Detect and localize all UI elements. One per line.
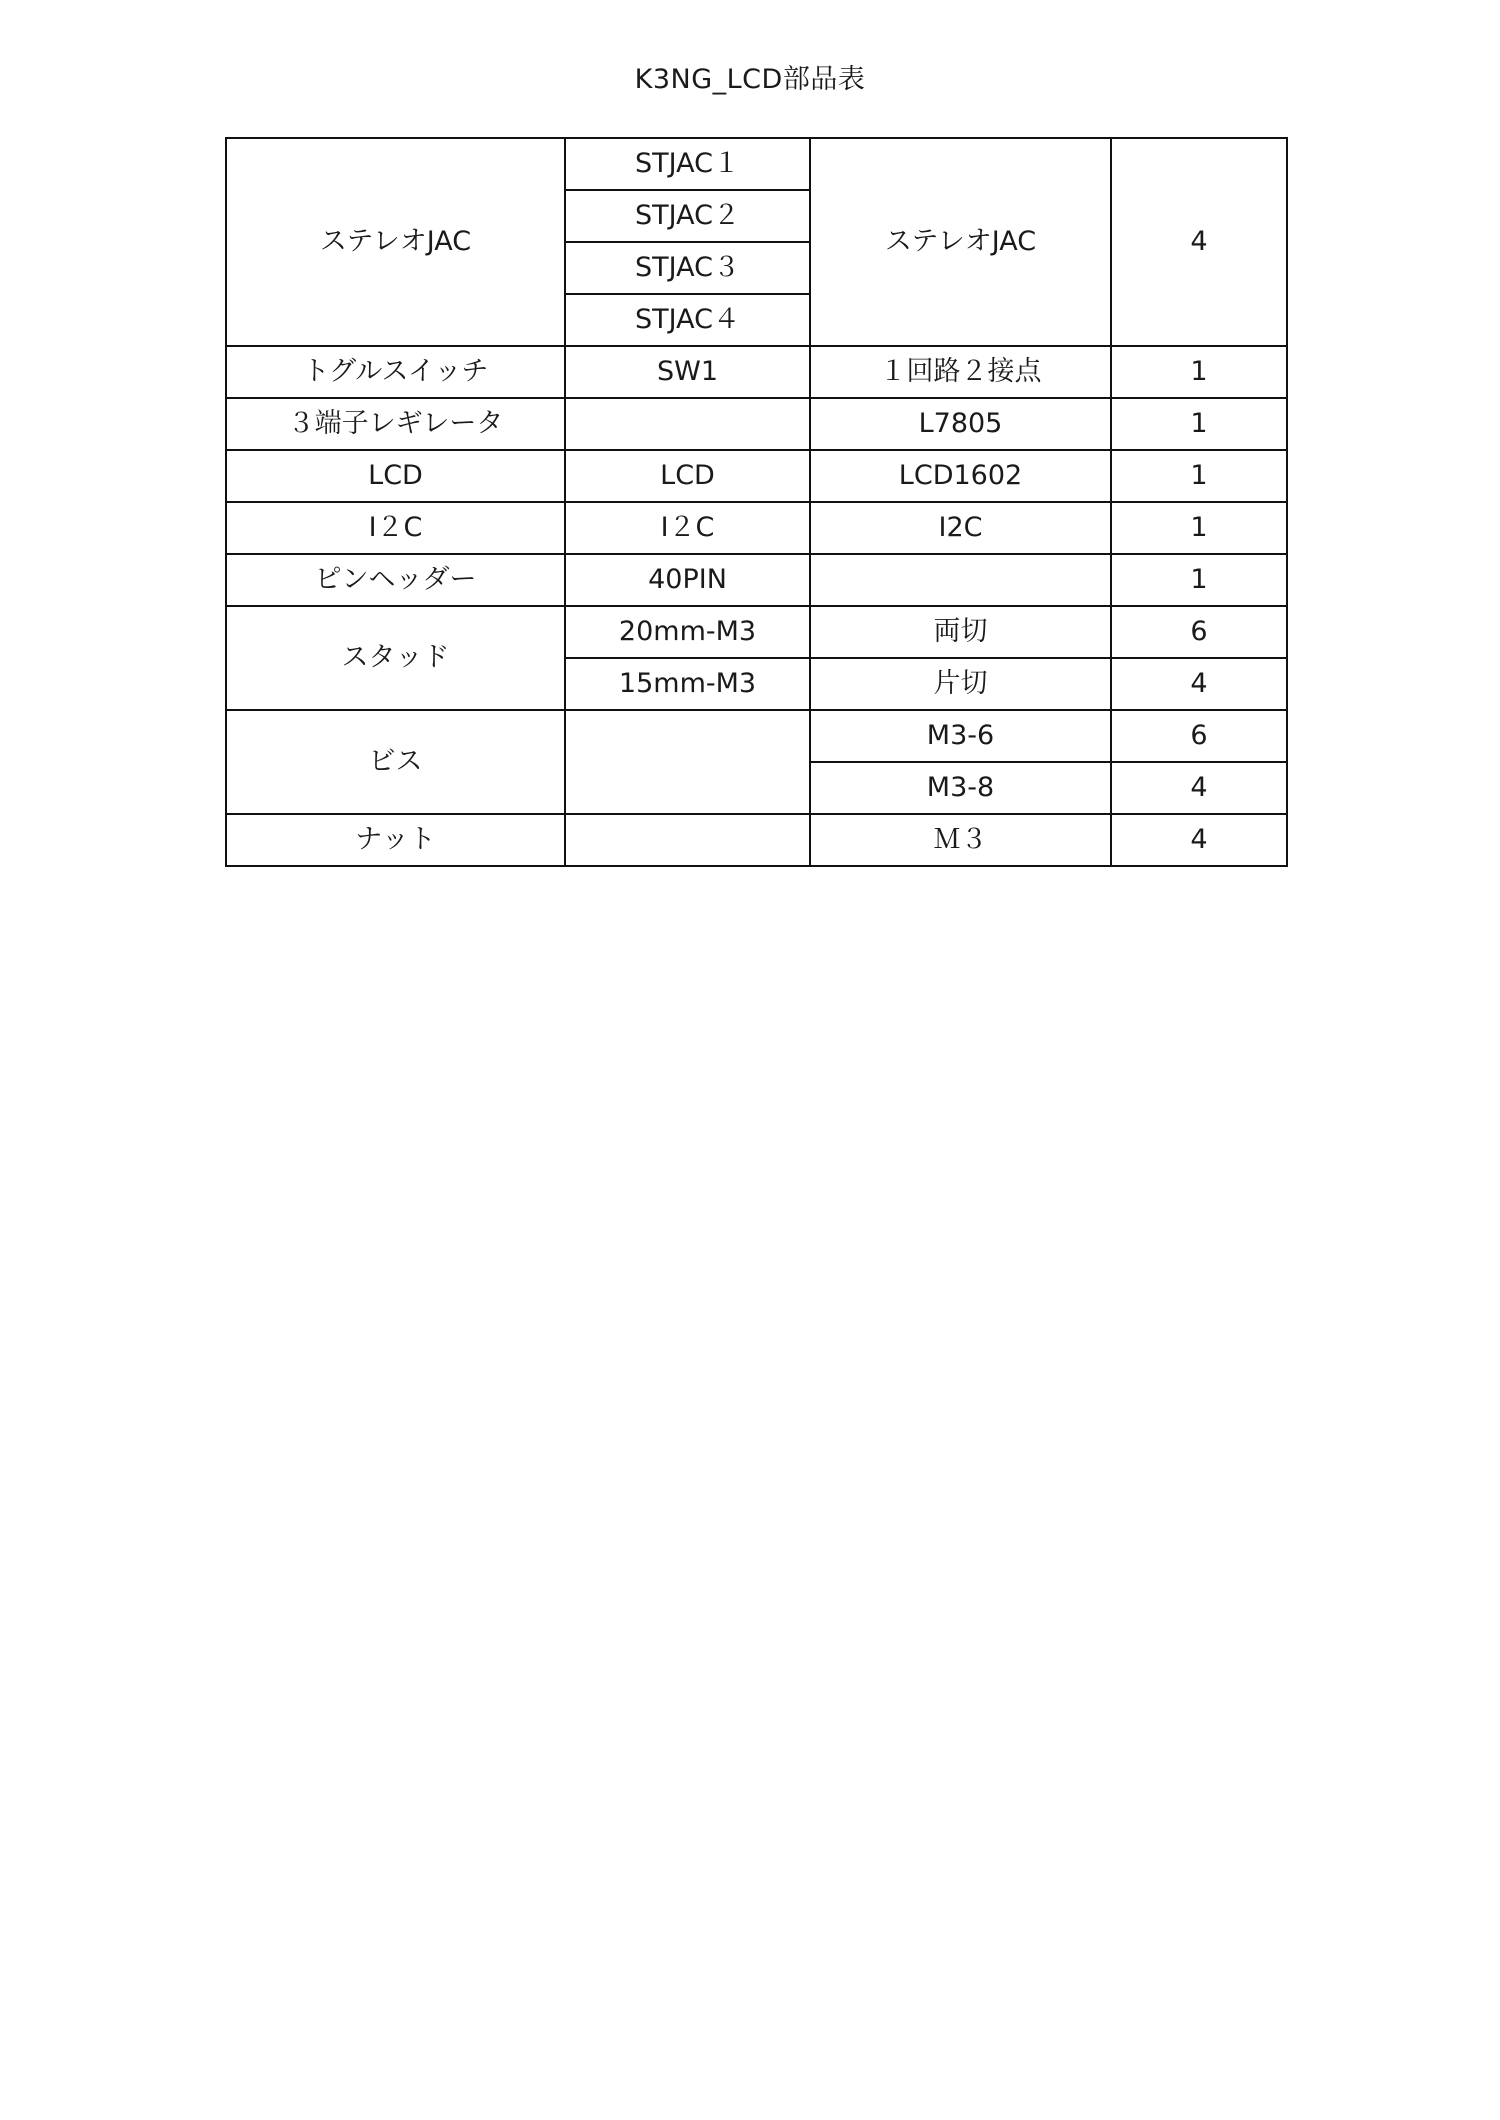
part-ref-cell: 15mm-M3 bbox=[565, 658, 810, 710]
part-spec-cell: M3-8 bbox=[810, 762, 1111, 814]
part-ref-cell: 40PIN bbox=[565, 554, 810, 606]
part-name-cell: ステレオJAC bbox=[226, 138, 565, 346]
table-row bbox=[226, 450, 1287, 502]
part-qty-cell: 1 bbox=[1111, 450, 1287, 502]
part-ref-cell: STJAC１ bbox=[565, 138, 810, 190]
part-spec-cell: Ｍ３ bbox=[810, 814, 1111, 866]
part-qty-cell: 4 bbox=[1111, 762, 1287, 814]
part-ref-cell: STJAC４ bbox=[565, 294, 810, 346]
table-row bbox=[226, 814, 1287, 866]
part-qty-cell: 1 bbox=[1111, 346, 1287, 398]
part-name-cell: ビス bbox=[226, 710, 565, 814]
part-spec-cell: １回路２接点 bbox=[810, 346, 1111, 398]
part-name-cell: トグルスイッチ bbox=[226, 346, 565, 398]
table-row bbox=[226, 398, 1287, 450]
part-name-cell: ナット bbox=[226, 814, 565, 866]
part-ref-cell bbox=[565, 710, 810, 814]
part-spec-cell: 両切 bbox=[810, 606, 1111, 658]
part-ref-cell: 20mm-M3 bbox=[565, 606, 810, 658]
part-name-cell: スタッド bbox=[226, 606, 565, 710]
table-row bbox=[226, 138, 1287, 190]
table-row bbox=[226, 710, 1287, 762]
part-qty-cell: 4 bbox=[1111, 814, 1287, 866]
part-ref-cell: I２C bbox=[565, 502, 810, 554]
part-ref-cell: SW1 bbox=[565, 346, 810, 398]
part-qty-cell: 1 bbox=[1111, 554, 1287, 606]
part-qty-cell: 1 bbox=[1111, 502, 1287, 554]
part-qty-cell: 4 bbox=[1111, 138, 1287, 346]
part-spec-cell bbox=[810, 554, 1111, 606]
part-spec-cell: LCD1602 bbox=[810, 450, 1111, 502]
table-row bbox=[226, 554, 1287, 606]
part-qty-cell: 4 bbox=[1111, 658, 1287, 710]
part-spec-cell: L7805 bbox=[810, 398, 1111, 450]
part-spec-cell: ステレオJAC bbox=[810, 138, 1111, 346]
part-name-cell: LCD bbox=[226, 450, 565, 502]
part-ref-cell: LCD bbox=[565, 450, 810, 502]
part-spec-cell: 片切 bbox=[810, 658, 1111, 710]
part-spec-cell: I2C bbox=[810, 502, 1111, 554]
parts-table bbox=[225, 137, 1288, 867]
part-name-cell: ピンヘッダー bbox=[226, 554, 565, 606]
part-ref-cell bbox=[565, 398, 810, 450]
part-ref-cell bbox=[565, 814, 810, 866]
part-spec-cell: M3-6 bbox=[810, 710, 1111, 762]
table-row bbox=[226, 346, 1287, 398]
part-name-cell: I２C bbox=[226, 502, 565, 554]
part-name-cell: ３端子レギレータ bbox=[226, 398, 565, 450]
table-row bbox=[226, 606, 1287, 658]
part-qty-cell: 6 bbox=[1111, 710, 1287, 762]
part-ref-cell: STJAC３ bbox=[565, 242, 810, 294]
part-qty-cell: 1 bbox=[1111, 398, 1287, 450]
table-row bbox=[226, 502, 1287, 554]
part-qty-cell: 6 bbox=[1111, 606, 1287, 658]
part-ref-cell: STJAC２ bbox=[565, 190, 810, 242]
page-title: K3NG_LCD部品表 bbox=[634, 64, 866, 95]
